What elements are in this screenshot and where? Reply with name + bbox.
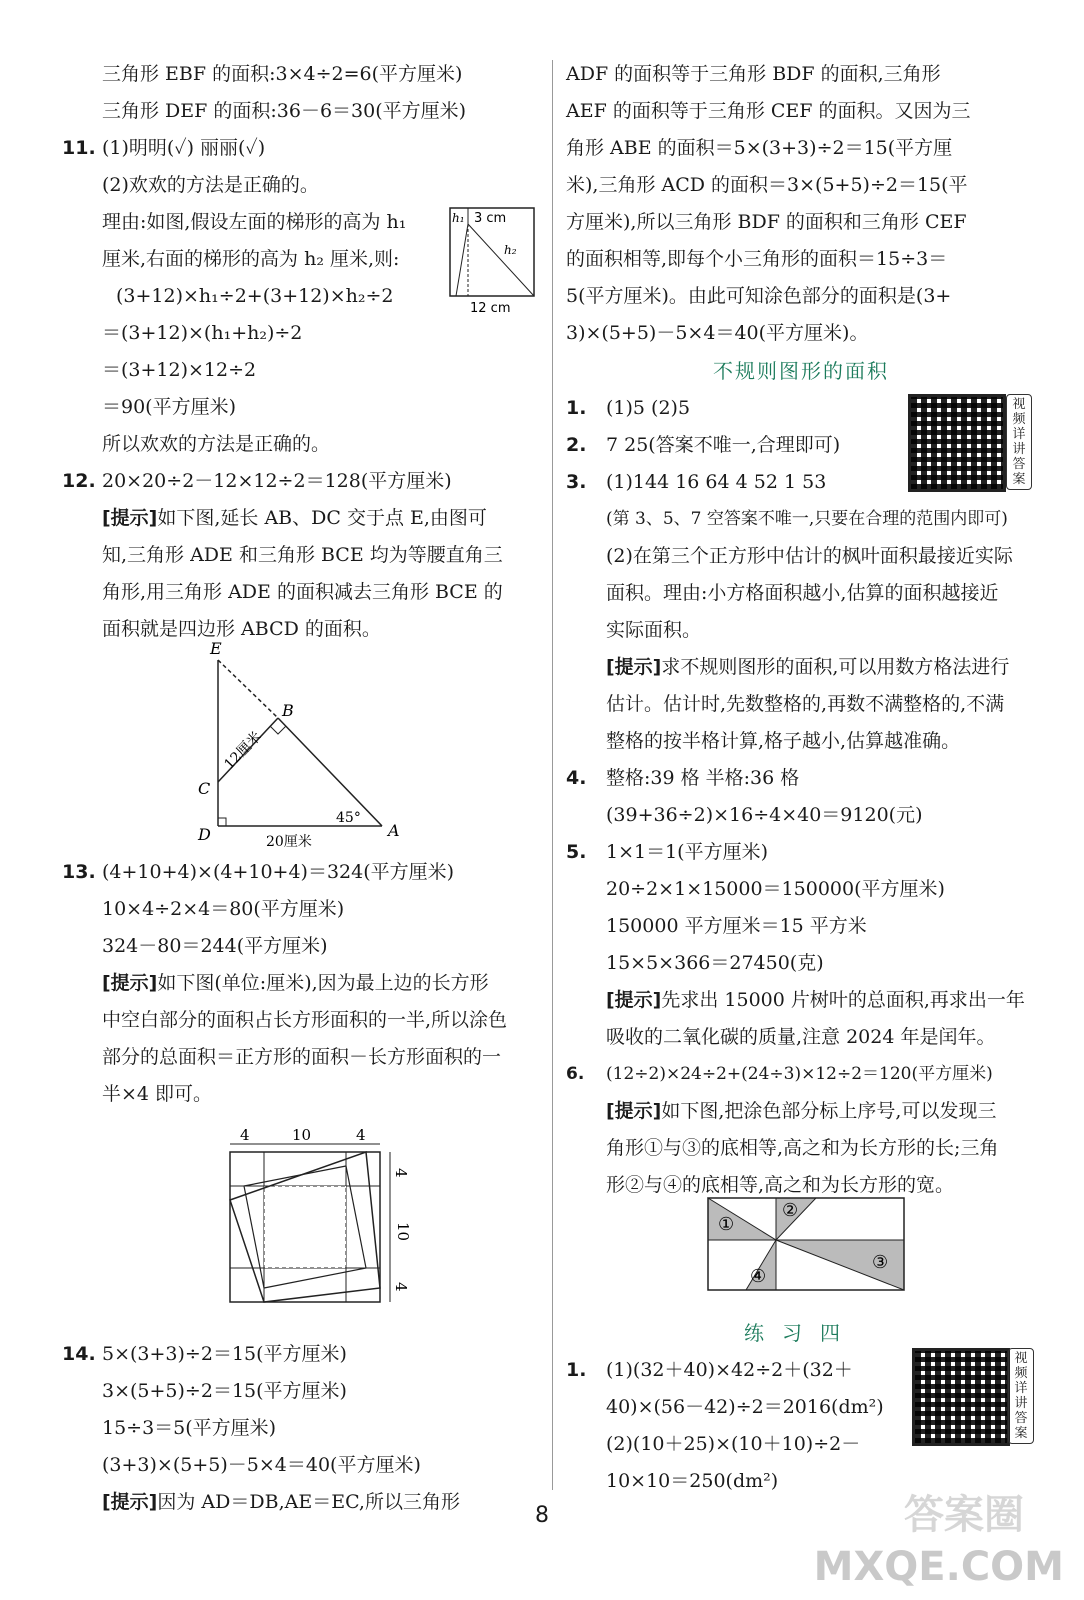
text-line bbox=[62, 56, 548, 93]
right-block-2 bbox=[566, 390, 1036, 1204]
line-text: 中空白部分的面积占长方形面积的一半,所以涂色 bbox=[102, 1009, 508, 1031]
fig13-c: 4 bbox=[356, 1126, 366, 1144]
text-line bbox=[566, 1056, 1036, 1093]
text-line bbox=[62, 167, 548, 204]
text-line bbox=[566, 130, 1036, 167]
line-text: ＝(3+12)×12÷2 bbox=[102, 359, 257, 381]
line-text: (1)明明(✓) 丽丽(✓) bbox=[102, 137, 266, 159]
line-text: 知,三角形 ADE 和三角形 BCE 均为等腰直角三 bbox=[102, 544, 503, 566]
text-line bbox=[62, 854, 548, 891]
line-text: 三角形 DEF 的面积:36－6＝30(平方厘米) bbox=[102, 100, 467, 122]
text-line bbox=[566, 278, 1036, 315]
line-text: 米),三角形 ACD 的面积＝3×(5+5)÷2＝15(平 bbox=[566, 174, 968, 196]
text-line bbox=[62, 537, 548, 574]
text-line bbox=[62, 463, 548, 500]
line-text: 10×4÷2×4＝80(平方厘米) bbox=[102, 898, 345, 920]
hint-label: [提示] bbox=[102, 972, 158, 994]
line-text: 估计。估计时,先数整格的,再数不满整格的,不满 bbox=[606, 693, 1005, 715]
text-line bbox=[566, 204, 1036, 241]
line-text: (39+36÷2)×16÷4×40＝9120(元) bbox=[606, 804, 923, 826]
qr-label-2: 视频详讲答案 bbox=[1008, 1348, 1034, 1444]
line-text: 1×1＝1(平方厘米) bbox=[606, 841, 769, 863]
line-text: (4+10+4)×(4+10+4)＝324(平方厘米) bbox=[102, 861, 455, 883]
text-line bbox=[566, 575, 1036, 612]
hint-label: [提示] bbox=[102, 1491, 158, 1513]
line-text: 如下图,把涂色部分标上序号,可以发现三 bbox=[661, 1100, 997, 1122]
fig12-E: E bbox=[210, 640, 222, 658]
qr-label-1: 视频详讲答案 bbox=[1006, 394, 1032, 490]
text-line bbox=[566, 797, 1036, 834]
hint-label: [提示] bbox=[606, 989, 662, 1011]
line-text: (12÷2)×24÷2+(24÷3)×12÷2＝120(平方厘米) bbox=[606, 1064, 993, 1084]
line-text: 3)×(5+5)－5×4＝40(平方厘米)。 bbox=[566, 322, 869, 344]
line-text: 40)×(56－42)÷2＝2016(dm²) bbox=[606, 1396, 884, 1418]
line-text: 形②与④的底相等,高之和为长方形的宽。 bbox=[606, 1174, 955, 1196]
text-line bbox=[62, 1002, 548, 1039]
left-block-1 bbox=[62, 56, 548, 648]
text-line bbox=[566, 945, 1036, 982]
line-text: 三角形 EBF 的面积:3×4÷2=6(平方厘米) bbox=[102, 63, 463, 85]
line-text: 角形①与③的底相等,高之和为长方形的长;三角 bbox=[606, 1137, 999, 1159]
text-line bbox=[566, 686, 1036, 723]
line-text: 部分的总面积＝正方形的面积－长方形面积的一 bbox=[102, 1046, 502, 1068]
question-number: 12. bbox=[62, 470, 96, 492]
question-number: 13. bbox=[62, 861, 96, 883]
text-line bbox=[566, 56, 1036, 93]
fig13-f: 4 bbox=[392, 1282, 410, 1292]
line-text: 324－80＝244(平方厘米) bbox=[102, 935, 328, 957]
line-text: 角形 ABE 的面积＝5×(3+3)÷2＝15(平方厘 bbox=[566, 137, 953, 159]
page-number: 8 bbox=[535, 1503, 549, 1528]
line-text: 厘米,右面的梯形的高为 h₂ 厘米,则: bbox=[102, 248, 400, 270]
left-block-2 bbox=[62, 854, 548, 1113]
line-text: (2)欢欢的方法是正确的。 bbox=[102, 174, 319, 196]
fig11-diag2 bbox=[468, 224, 534, 296]
text-line bbox=[566, 908, 1036, 945]
left-block-3 bbox=[62, 1336, 548, 1521]
question-number: 3. bbox=[566, 471, 587, 493]
line-text: 面积。理由:小方格面积越小,估算的面积越接近 bbox=[606, 582, 999, 604]
text-line bbox=[62, 500, 548, 537]
fig12-EB-dashed bbox=[218, 660, 278, 718]
text-line bbox=[566, 501, 1036, 538]
text-line bbox=[566, 315, 1036, 352]
question-number: 1. bbox=[566, 1359, 587, 1381]
line-text: 如下图(单位:厘米),因为最上边的长方形 bbox=[157, 972, 489, 994]
line-text: 的面积相等,即每个小三角形的面积＝15÷3＝ bbox=[566, 248, 948, 270]
fig13-e: 10 bbox=[394, 1222, 412, 1242]
figure-12 bbox=[190, 640, 410, 850]
line-text: 10×10＝250(dm²) bbox=[606, 1470, 779, 1492]
text-line bbox=[62, 965, 548, 1002]
line-text: 因为 AD＝DB,AE＝EC,所以三角形 bbox=[157, 1491, 460, 1513]
fig12-len1: 12厘米 bbox=[221, 728, 265, 773]
fig12-len2: 20厘米 bbox=[266, 834, 312, 850]
text-line bbox=[566, 241, 1036, 278]
fig6-n2: ② bbox=[782, 1200, 799, 1221]
text-line bbox=[62, 1039, 548, 1076]
text-line bbox=[566, 871, 1036, 908]
question-number: 5. bbox=[566, 841, 587, 863]
fig12-A: A bbox=[388, 821, 400, 840]
line-text: ADF 的面积等于三角形 BDF 的面积,三角形 bbox=[566, 63, 941, 85]
right-block-1 bbox=[566, 56, 1036, 352]
line-text: 半×4 即可。 bbox=[102, 1083, 213, 1105]
text-line bbox=[566, 982, 1036, 1019]
watermark: MXQE.COM bbox=[813, 1544, 1064, 1590]
question-number: 11. bbox=[62, 137, 96, 159]
watermark-logo: 答案圈 bbox=[904, 1492, 1024, 1538]
text-line bbox=[566, 649, 1036, 686]
fig12-right-angle-B bbox=[270, 726, 286, 734]
line-text: (1)144 16 64 4 52 1 53 bbox=[606, 471, 827, 493]
fig11-h1: h₁ bbox=[452, 211, 465, 225]
fig11-h2: h₂ bbox=[504, 243, 517, 257]
fig11-bottom: 12 cm bbox=[470, 301, 511, 316]
text-line bbox=[566, 1019, 1036, 1056]
text-line bbox=[62, 928, 548, 965]
line-text: 150000 平方厘米＝15 平方米 bbox=[606, 915, 867, 937]
text-line bbox=[62, 1447, 548, 1484]
section-title-practice: 练习四 bbox=[744, 1321, 858, 1345]
line-text: 实际面积。 bbox=[606, 619, 702, 641]
question-number: 2. bbox=[566, 434, 587, 456]
line-text: ＝90(平方厘米) bbox=[102, 396, 237, 418]
hint-label: [提示] bbox=[102, 507, 158, 529]
text-line bbox=[62, 1410, 548, 1447]
text-line bbox=[62, 315, 548, 352]
fig13-b: 10 bbox=[292, 1126, 312, 1144]
line-text: 3×(5+5)÷2＝15(平方厘米) bbox=[102, 1380, 347, 1402]
line-text: 整格的按半格计算,格子越小,估算越准确。 bbox=[606, 730, 961, 752]
text-line bbox=[62, 891, 548, 928]
line-text: 所以欢欢的方法是正确的。 bbox=[102, 433, 331, 455]
line-text: (3+3)×(5+5)－5×4＝40(平方厘米) bbox=[102, 1454, 421, 1476]
line-text: 20÷2×1×15000＝150000(平方厘米) bbox=[606, 878, 945, 900]
line-text: 如下图,延长 AB、DC 交于点 E,由图可 bbox=[157, 507, 487, 529]
question-number: 6. bbox=[566, 1064, 585, 1084]
fig12-AB bbox=[278, 718, 382, 826]
line-text: 15×5×366＝27450(克) bbox=[606, 952, 824, 974]
text-line bbox=[566, 538, 1036, 575]
question-number: 1. bbox=[566, 397, 587, 419]
text-line bbox=[566, 612, 1036, 649]
line-text: 理由:如图,假设左面的梯形的高为 h₁ bbox=[102, 211, 407, 233]
fig11-top: 3 cm bbox=[474, 211, 507, 226]
fig6-n4: ④ bbox=[750, 1266, 767, 1287]
figure-6 bbox=[706, 1196, 906, 1292]
text-line bbox=[62, 389, 548, 426]
line-text: (3+12)×h₁÷2+(3+12)×h₂÷2 bbox=[116, 285, 394, 307]
text-line bbox=[62, 130, 548, 167]
section-title-irregular: 不规则图形的面积 bbox=[713, 359, 889, 383]
hint-label: [提示] bbox=[606, 1100, 662, 1122]
line-text: AEF 的面积等于三角形 CEF 的面积。又因为三 bbox=[566, 100, 971, 122]
text-line bbox=[566, 723, 1036, 760]
text-line bbox=[62, 93, 548, 130]
fig11-diag1 bbox=[456, 224, 468, 296]
line-text: 整格:39 格 半格:36 格 bbox=[606, 767, 800, 789]
text-line bbox=[62, 426, 548, 463]
text-line bbox=[566, 1093, 1036, 1130]
text-line bbox=[566, 167, 1036, 204]
line-text: 15÷3＝5(平方厘米) bbox=[102, 1417, 277, 1439]
line-text: (2)(10＋25)×(10＋10)÷2－ bbox=[606, 1433, 861, 1455]
line-text: 角形,用三角形 ADE 的面积减去三角形 BCE 的 bbox=[102, 581, 503, 603]
qr-code-1[interactable] bbox=[908, 394, 1006, 492]
fig12-B: B bbox=[282, 701, 294, 720]
text-line bbox=[566, 834, 1036, 871]
hint-label: [提示] bbox=[606, 656, 662, 678]
text-line bbox=[62, 352, 548, 389]
figure-13 bbox=[222, 1124, 418, 1310]
fig13-a: 4 bbox=[240, 1126, 250, 1144]
text-line bbox=[566, 93, 1036, 130]
line-text: 5(平方厘米)。由此可知涂色部分的面积是(3+ bbox=[566, 285, 952, 307]
line-text: ＝(3+12)×(h₁+h₂)÷2 bbox=[102, 322, 303, 344]
fig6-n3: ③ bbox=[872, 1252, 889, 1273]
question-number: 4. bbox=[566, 767, 587, 789]
text-line bbox=[62, 1076, 548, 1113]
line-text: (1)(32＋40)×42÷2＋(32＋ bbox=[606, 1359, 853, 1381]
question-number: 14. bbox=[62, 1343, 96, 1365]
text-line bbox=[62, 1373, 548, 1410]
fig6-n1: ① bbox=[718, 1214, 735, 1235]
text-line bbox=[566, 760, 1036, 797]
qr-code-2[interactable] bbox=[912, 1348, 1010, 1446]
line-text: (第 3、5、7 空答案不唯一,只要在合理的范围内即可) bbox=[606, 509, 1008, 529]
fig13-inner-dashed bbox=[264, 1186, 346, 1268]
fig12-C: C bbox=[198, 779, 211, 798]
text-line bbox=[62, 1336, 548, 1373]
line-text: (1)5 (2)5 bbox=[606, 397, 691, 419]
column-divider bbox=[552, 60, 553, 1490]
line-text: 面积就是四边形 ABCD 的面积。 bbox=[102, 618, 381, 640]
line-text: 20×20÷2－12×12÷2＝128(平方厘米) bbox=[102, 470, 452, 492]
line-text: 求不规则图形的面积,可以用数方格法进行 bbox=[661, 656, 1010, 678]
figure-11 bbox=[446, 204, 538, 316]
line-text: 吸收的二氧化碳的质量,注意 2024 年是闰年。 bbox=[606, 1026, 996, 1048]
line-text: 5×(3+3)÷2＝15(平方厘米) bbox=[102, 1343, 347, 1365]
line-text: 先求出 15000 片树叶的总面积,再求出一年 bbox=[661, 989, 1025, 1011]
text-line bbox=[62, 574, 548, 611]
fig12-right-angle-D bbox=[218, 818, 226, 826]
line-text: 7 25(答案不唯一,合理即可) bbox=[606, 434, 841, 456]
fig12-D: D bbox=[198, 825, 211, 844]
line-text: 方厘米),所以三角形 BDF 的面积和三角形 CEF bbox=[566, 211, 967, 233]
fig12-angle: 45° bbox=[336, 810, 361, 826]
fig13-d: 4 bbox=[392, 1168, 410, 1178]
text-line bbox=[566, 1130, 1036, 1167]
line-text: (2)在第三个正方形中估计的枫叶面积最接近实际 bbox=[606, 545, 1013, 567]
